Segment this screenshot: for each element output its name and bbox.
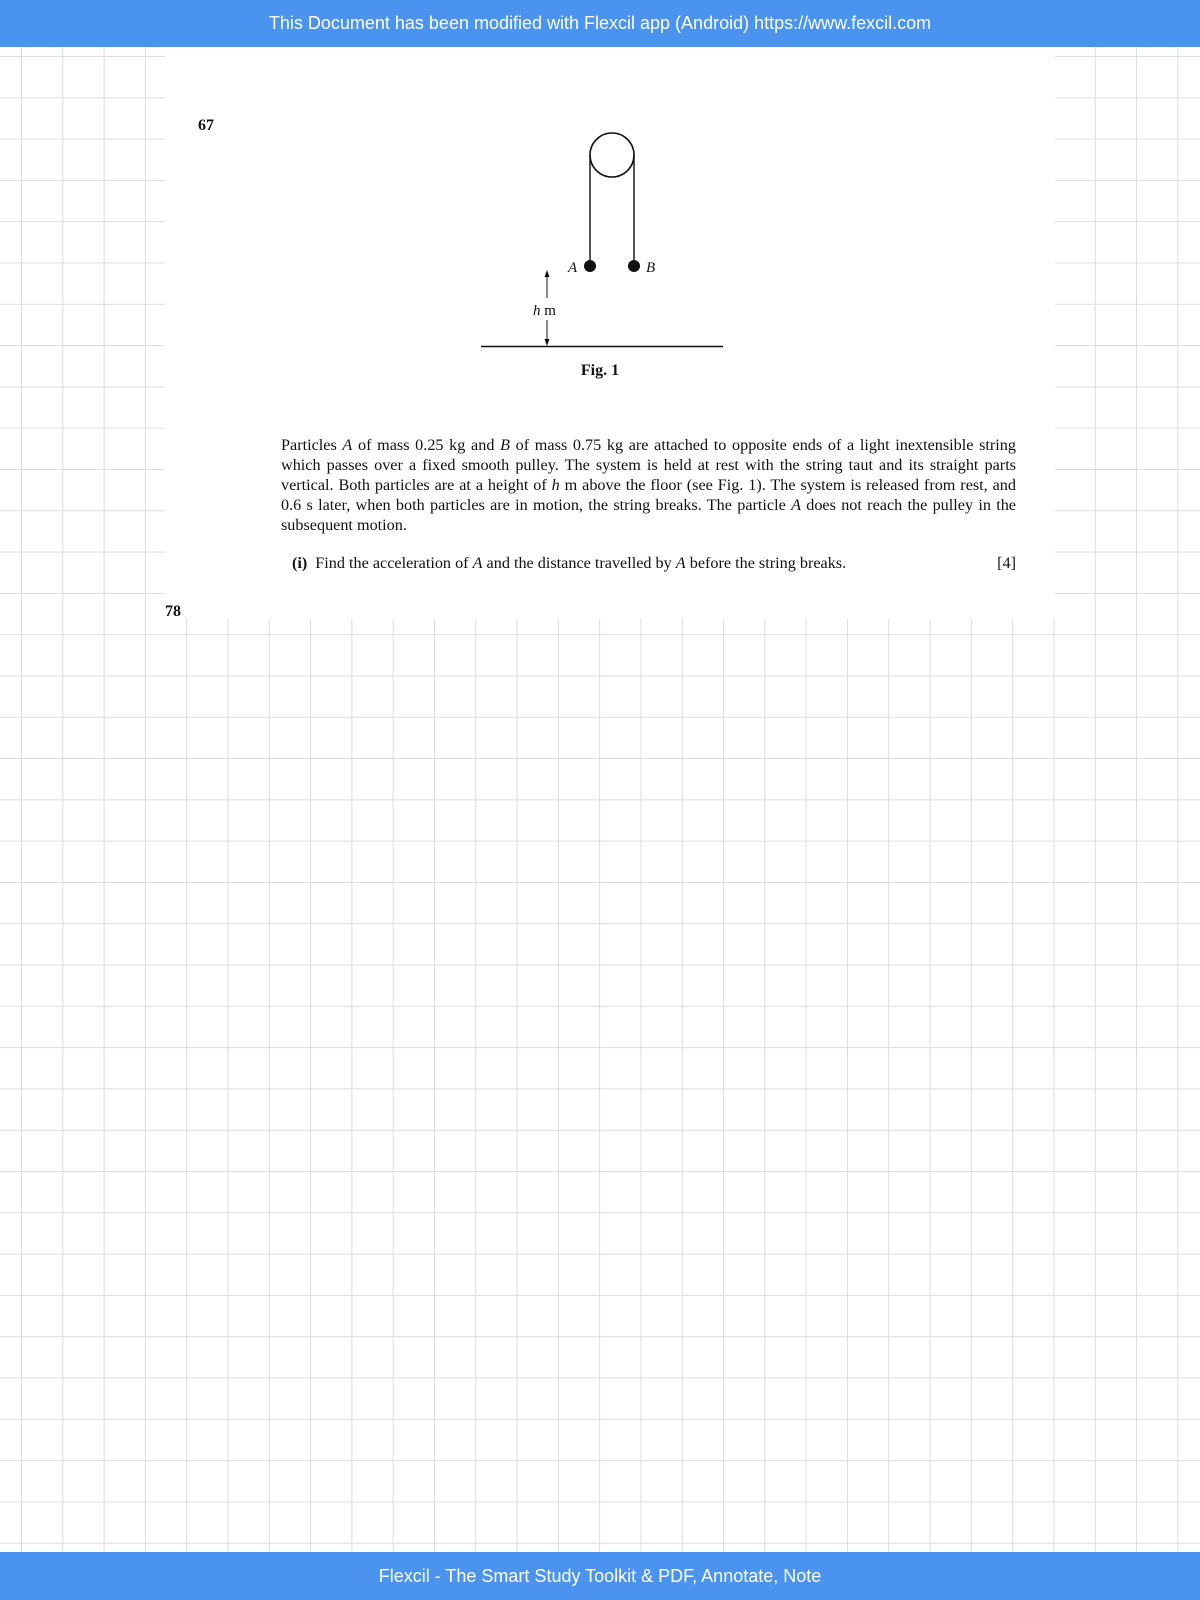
pulley-wheel (590, 133, 634, 177)
figure-caption: Fig. 1 (580, 362, 620, 379)
height-arrowhead-down (545, 339, 550, 346)
particle-a (584, 260, 596, 272)
top-banner-text: This Document has been modified with Flexcil app (Android) https://www.fexcil.com (268, 13, 932, 33)
particle-b-label: B (646, 260, 656, 276)
part-i-label: (i) (292, 554, 308, 572)
height-arrowhead-up (545, 270, 550, 277)
top-banner (0, 0, 1200, 47)
question-number: 67 (198, 117, 214, 134)
particle-b (628, 260, 640, 272)
question-part-i (292, 554, 1016, 573)
particle-a-label: A (568, 260, 578, 276)
pulley-figure (478, 130, 738, 355)
part-i-text: (i) Find the acceleration of A and the distance travelled by A before the string breaks. (292, 554, 847, 572)
bottom-banner (0, 1552, 1200, 1600)
question-paragraph: Particles A of mass 0.25 kg and B of mass 0.75 kg are attached to opposite ends of a light inextensible string which passes over a fixed smooth pulley. The system is held at rest with the string taut and its straight parts vertical. Both particles are at a height of h m above the floor (see Fig. 1). The system is released from rest, and 0.6 s later, when both particles are in motion, the string breaks. The particle A does not reach the pulley in the subsequent motion. (281, 436, 1016, 534)
part-i-marks: [4] (997, 554, 1016, 572)
next-question-number: 78 (165, 603, 181, 620)
bottom-banner-text: Flexcil - The Smart Study Toolkit & PDF, Annotate, Note (378, 1565, 822, 1586)
height-label: h m (533, 303, 556, 319)
